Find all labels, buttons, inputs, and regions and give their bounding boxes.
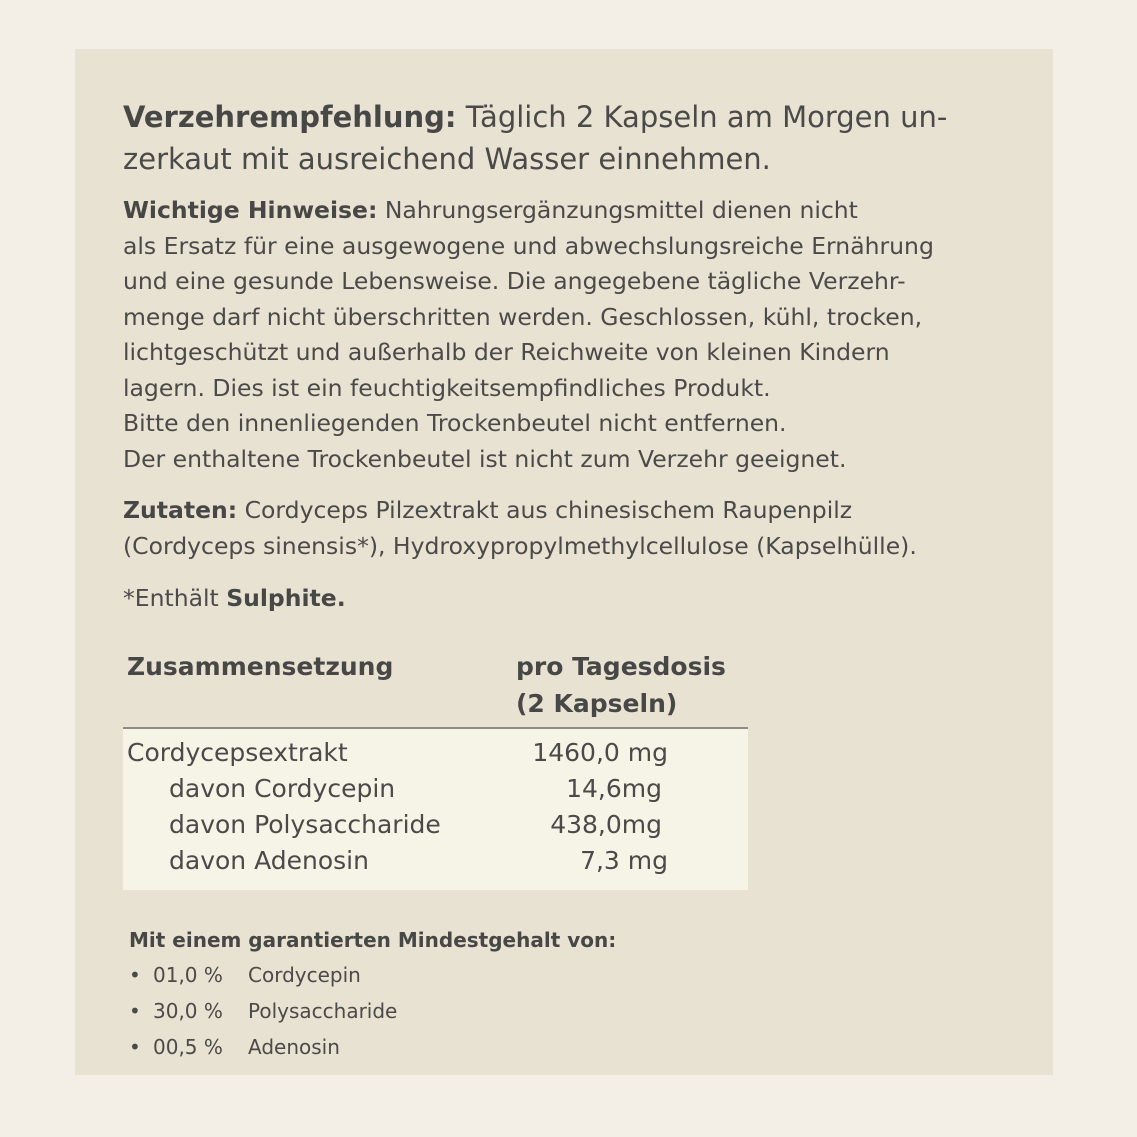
list-item [129, 1030, 340, 1064]
notes-line-6: lagern. Dies ist ein feuchtigkeitsempfindliches Produkt. [123, 373, 771, 402]
list-item [129, 994, 397, 1028]
notes-label: Wichtige Hinweise: [123, 196, 378, 224]
minimum-content-title: Mit einem garantierten Mindestgehalt von: [129, 928, 617, 952]
important-notes [123, 193, 1043, 477]
dosage-text-line-1: Täglich 2 Kapseln am Morgen un- [456, 100, 948, 134]
item-percent: 00,5 % [153, 1035, 223, 1059]
ingredients [123, 493, 1043, 564]
composition-table-body [123, 729, 748, 890]
table-header-composition: Zusammensetzung [127, 652, 394, 681]
notes-line-5: lichtgeschützt und außerhalb der Reichweite von kleinen Kindern [123, 338, 890, 366]
row-value: 438,0mg [550, 810, 662, 839]
table-row [123, 807, 748, 843]
item-name: Polysaccharide [248, 999, 398, 1023]
row-name: Cordycepsextrakt [127, 738, 348, 767]
sulphite-prefix: *Enthält [123, 584, 227, 612]
ingredients-line-1: Cordyceps Pilzextrakt aus chinesischem Raupenpilz [237, 496, 853, 524]
sulphite-note [123, 581, 1043, 617]
table-header-daily-dose-line-1: pro Tagesdosis [516, 652, 726, 681]
notes-line-4: menge darf nicht überschritten werden. Geschlossen, kühl, trocken, [123, 302, 923, 331]
row-value: 14,6mg [566, 774, 662, 803]
item-name: Adenosin [248, 1035, 340, 1059]
ingredients-line-2: (Cordyceps sinensis*), Hydroxypropylmethylcellulose (Kapselhülle). [123, 531, 917, 560]
sulphite-bold: Sulphite. [226, 584, 346, 612]
table-header-daily-dose-line-2: (2 Kapseln) [516, 689, 678, 718]
row-value: 1460,0 mg [532, 738, 668, 767]
notes-line-1: Nahrungsergänzungsmittel dienen nicht [377, 196, 858, 224]
row-name: davon Cordycepin [169, 774, 396, 803]
item-name: Cordycepin [248, 963, 361, 987]
table-row [123, 735, 748, 771]
dosage-text-line-2: zerkaut mit ausreichend Wasser einnehmen. [123, 142, 771, 176]
row-name: davon Polysaccharide [169, 810, 441, 839]
table-row [123, 771, 748, 807]
row-name: davon Adenosin [169, 846, 369, 875]
item-percent: 30,0 % [153, 999, 223, 1023]
notes-line-8: Der enthaltene Trockenbeutel ist nicht zum Verzehr geeignet. [123, 444, 847, 473]
bullet: • [129, 1035, 141, 1059]
row-value: 7,3 mg [580, 846, 668, 875]
table-row [123, 843, 748, 879]
bullet: • [129, 999, 141, 1023]
dosage-recommendation [123, 96, 1043, 180]
list-item [129, 958, 361, 992]
notes-line-2: als Ersatz für eine ausgewogene und abwechslungsreiche Ernährung [123, 231, 934, 260]
dosage-label: Verzehrempfehlung: [123, 100, 457, 134]
bullet: • [129, 963, 141, 987]
notes-line-7: Bitte den innenliegenden Trockenbeutel nicht entfernen. [123, 409, 787, 437]
table-header-daily-dose [516, 648, 726, 722]
ingredients-label: Zutaten: [123, 496, 238, 524]
notes-line-3: und eine gesunde Lebensweise. Die angegebene tägliche Verzehr- [123, 267, 906, 295]
item-percent: 01,0 % [153, 963, 223, 987]
